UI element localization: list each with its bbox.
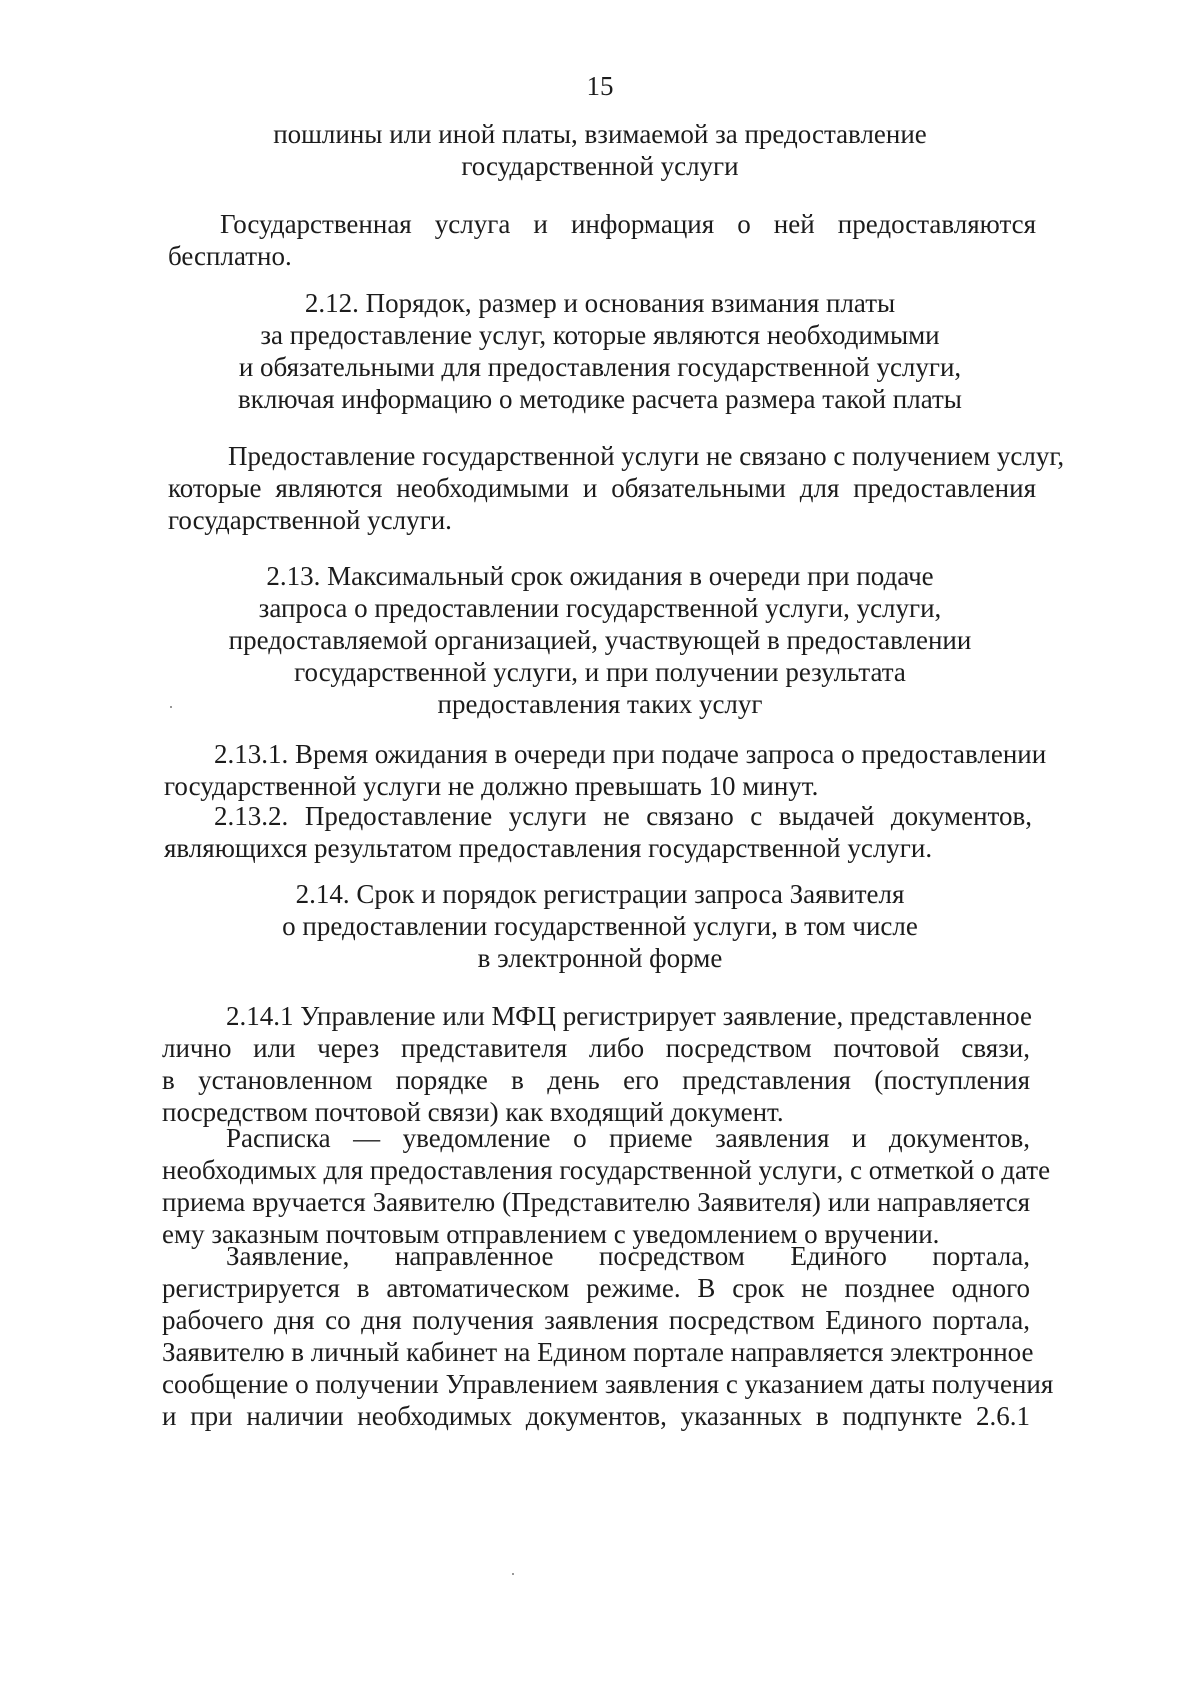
paragraph-line: являющихся результатом предоставления государственной услуги.	[164, 833, 933, 863]
heading-line: за предоставление услуг, которые являются необходимыми	[260, 320, 940, 350]
heading-line: в электронной форме	[477, 943, 723, 973]
section-heading-2-13	[150, 560, 1050, 720]
paragraph-portal	[162, 1240, 1054, 1432]
paragraph-line: в установленном порядке в день его представления (поступления	[162, 1065, 1030, 1095]
paragraph-line: 2.13.2. Предоставление услуги не связано с выдачей документов,	[214, 801, 1032, 831]
paragraph-line: сообщение о получении Управлением заявления с указанием даты получения	[162, 1369, 1054, 1399]
paragraph-line: которые являются необходимыми и обязательными для предоставления	[168, 473, 1036, 503]
heading-line: о предоставлении государственной услуги, в том числе	[282, 911, 918, 941]
heading-line: предоставляемой организацией, участвующей в предоставлении	[228, 625, 972, 655]
paragraph-2-13-2	[164, 800, 1032, 864]
paragraph-2-13-1	[164, 738, 1047, 802]
heading-line: государственной услуги, и при получении результата	[294, 657, 906, 687]
heading-line: запроса о предоставлении государственной услуги, услуги,	[258, 593, 942, 623]
paragraph-line: государственной услуги.	[168, 505, 452, 535]
paragraph-line: Государственная услуга и информация о ней предоставляются	[220, 209, 1036, 239]
paragraph-line: государственной услуги не должно превышать 10 минут.	[164, 771, 819, 801]
paragraph-line: Заявление, направленное посредством Единого портала,	[226, 1241, 1030, 1271]
heading-line: 2.14. Срок и порядок регистрации запроса Заявителя	[295, 879, 905, 909]
heading-line: предоставления таких услуг	[437, 689, 763, 719]
paragraph-line: регистрируется в автоматическом режиме. В срок не позднее одного	[162, 1273, 1030, 1303]
paragraph-line: Расписка — уведомление о приеме заявления и документов,	[226, 1123, 1030, 1153]
paragraph-line: 2.13.1. Время ожидания в очереди при подаче запроса о предоставлении	[214, 739, 1047, 769]
paragraph-2-14-1	[162, 1000, 1030, 1128]
paragraph-receipt	[162, 1122, 1051, 1250]
paragraph-line: рабочего дня со дня получения заявления посредством Единого портала,	[162, 1305, 1030, 1335]
paragraph-2-12	[168, 440, 1065, 536]
section-heading-2-11-tail	[170, 118, 1030, 182]
page-number: 15	[586, 71, 614, 101]
heading-line: включая информацию о методике расчета размера такой платы	[238, 384, 962, 414]
paragraph-free-of-charge	[168, 208, 1036, 272]
scan-speck	[512, 1573, 514, 1575]
paragraph-line: необходимых для предоставления государственной услуги, с отметкой о дате	[162, 1155, 1051, 1185]
paragraph-line: ему заказным почтовым отправлением с уведомлением о вручении.	[162, 1219, 940, 1249]
heading-line: пошлины или иной платы, взимаемой за предоставление	[273, 119, 927, 149]
paragraph-line: лично или через представителя либо посредством почтовой связи,	[162, 1033, 1030, 1063]
heading-line: и обязательными для предоставления государственной услуги,	[238, 352, 962, 382]
paragraph-line: посредством почтовой связи) как входящий документ.	[162, 1097, 784, 1127]
paragraph-line: приема вручается Заявителю (Представителю Заявителя) или направляется	[162, 1187, 1030, 1217]
paragraph-line: бесплатно.	[168, 241, 292, 271]
paragraph-line: Заявителю в личный кабинет на Едином портале направляется электронное	[162, 1337, 1034, 1367]
paragraph-line: Предоставление государственной услуги не связано с получением услуг,	[228, 441, 1065, 471]
section-heading-2-14	[150, 878, 1050, 974]
paragraph-line: и при наличии необходимых документов, указанных в подпункте 2.6.1	[162, 1401, 1030, 1431]
heading-line: 2.13. Максимальный срок ожидания в очереди при подаче	[266, 561, 934, 591]
paragraph-line: 2.14.1 Управление или МФЦ регистрирует заявление, представленное	[226, 1001, 1032, 1031]
heading-line: 2.12. Порядок, размер и основания взимания платы	[304, 288, 896, 318]
section-heading-2-12	[150, 287, 1050, 415]
scan-speck	[170, 706, 172, 708]
heading-line: государственной услуги	[461, 151, 739, 181]
